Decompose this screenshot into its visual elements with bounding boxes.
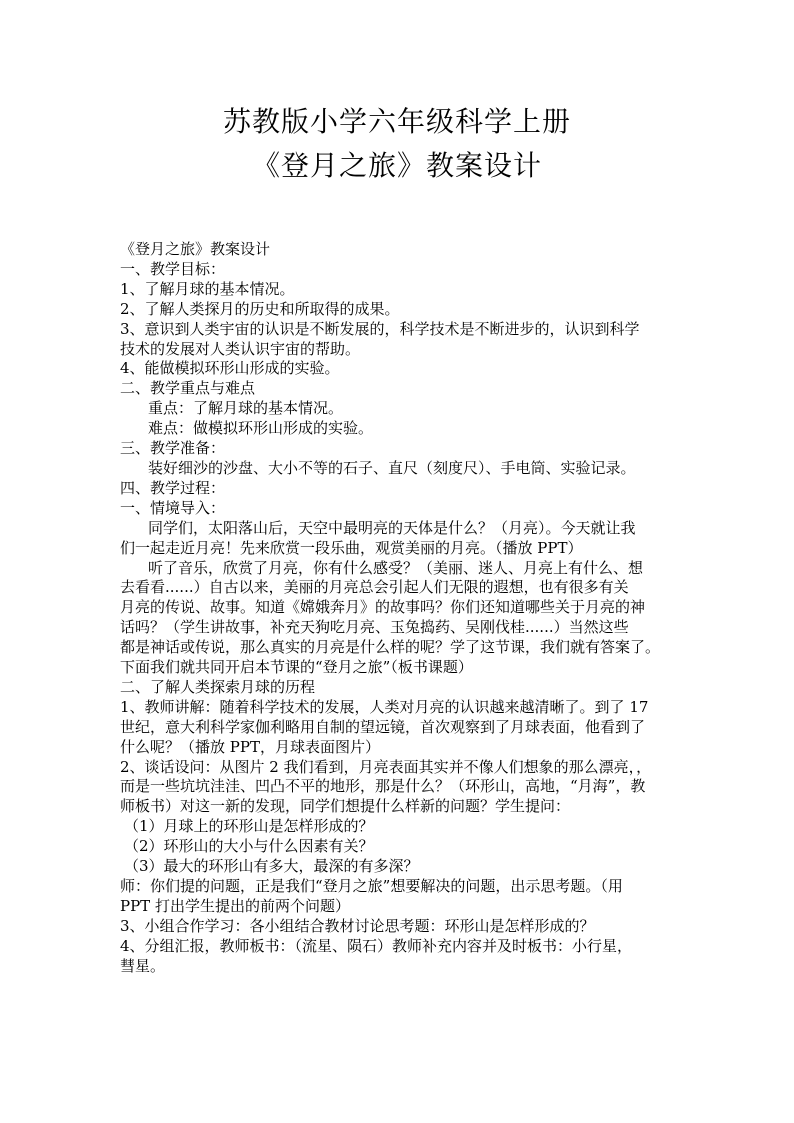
text-line: 三、教学准备：: [120, 439, 226, 458]
text-line: 4、分组汇报，教师板书：（流星、陨石）教师补充内容并及时板书：小行星，: [120, 936, 633, 955]
text-line: 二、教学重点与难点: [120, 379, 256, 398]
text-line: 难点：做模拟环形山形成的实验。: [148, 419, 374, 438]
text-line: 月亮的传说、故事。知道《嫦娥奔月》的故事吗？你们还知道哪些关于月亮的神: [120, 598, 646, 617]
text-line: 1、了解月球的基本情况。: [120, 279, 295, 298]
text-line: （2）环形山的大小与什么因素有关？: [124, 837, 374, 856]
text-line: 师板书）对这一新的发现，同学们想提什么样新的问题？学生提问：: [120, 797, 571, 816]
text-line: 一、情境导入：: [120, 498, 226, 517]
document-body: [120, 240, 680, 977]
text-line: 什么呢？（播放 PPT，月球表面图片）: [120, 737, 380, 756]
text-line: 4、能做模拟环形山形成的实验。: [120, 359, 340, 378]
text-line: 话吗？（学生讲故事，补充天狗吃月亮、玉兔捣药、吴刚伐桂......）当然这些: [120, 618, 629, 637]
text-line: 下面我们就共同开启本节课的“登月之旅”（板书课题）: [120, 658, 473, 677]
text-line: 2、了解人类探月的历史和所取得的成果。: [120, 299, 400, 318]
text-line: 3、小组合作学习：各小组结合教材讨论思考题：环形山是怎样形成的？: [120, 916, 595, 935]
text-line: 二、了解人类探索月球的历程: [120, 677, 316, 696]
text-line: PPT 打出学生提出的前两个问题）: [120, 896, 350, 915]
text-line: 听了音乐，欣赏了月亮，你有什么感受？（美丽、迷人、月亮上有什么、想: [148, 558, 644, 577]
text-line: 1、教师讲解：随着科学技术的发展，人类对月亮的认识越来越清晰了。到了 17: [120, 697, 649, 716]
text-line: 师：你们提的问题，正是我们“登月之旅”想要解决的问题，出示思考题。（用: [120, 877, 623, 895]
text-line: （1）月球上的环形山是怎样形成的？: [124, 817, 374, 836]
text-line: 《登月之旅》教案设计: [120, 240, 271, 258]
text-line: 彗星。: [120, 956, 166, 975]
document-title-line1: 苏教版小学六年级科学上册: [222, 105, 571, 138]
text-line: 一、教学目标：: [120, 259, 226, 278]
document-title-line2: 《登月之旅》教案设计: [251, 149, 542, 182]
text-line: 们一起走近月亮！先来欣赏一段乐曲，观赏美丽的月亮。（播放 PPT）: [120, 538, 583, 557]
text-line: 去看看......）自古以来，美丽的月亮总会引起人们无限的遐想，也有很多有关: [120, 578, 629, 597]
text-line: 2、谈话设问：从图片 2 我们看到，月亮表面其实并不像人们想象的那么漂亮，，: [120, 757, 652, 776]
text-line: 重点：了解月球的基本情况。: [148, 399, 344, 418]
text-line: 四、教学过程：: [120, 478, 226, 497]
text-line: 3、意识到人类宇宙的认识是不断发展的，科学技术是不断进步的，认识到科学: [120, 319, 640, 338]
text-line: 都是神话或传说，那么真实的月亮是什么样的呢？学了这节课，我们就有答案了。: [120, 638, 661, 657]
text-line: 装好细沙的沙盘、大小不等的石子、直尺（刻度尺）、手电筒、实验记录。: [148, 458, 636, 477]
text-line: （3）最大的环形山有多大，最深的有多深？: [124, 857, 419, 876]
text-line: 世纪，意大利科学家伽利略用自制的望远镜，首次观察到了月球表面，他看到了: [120, 717, 646, 736]
text-line: 同学们，太阳落山后，天空中最明亮的天体是什么？（月亮）。今天就让我: [148, 518, 636, 537]
text-line: 技术的发展对人类认识宇宙的帮助。: [120, 339, 361, 358]
text-line: 而是一些坑坑洼洼、凹凸不平的地形，那是什么？（环形山，高地，“月海”，教: [120, 777, 646, 796]
